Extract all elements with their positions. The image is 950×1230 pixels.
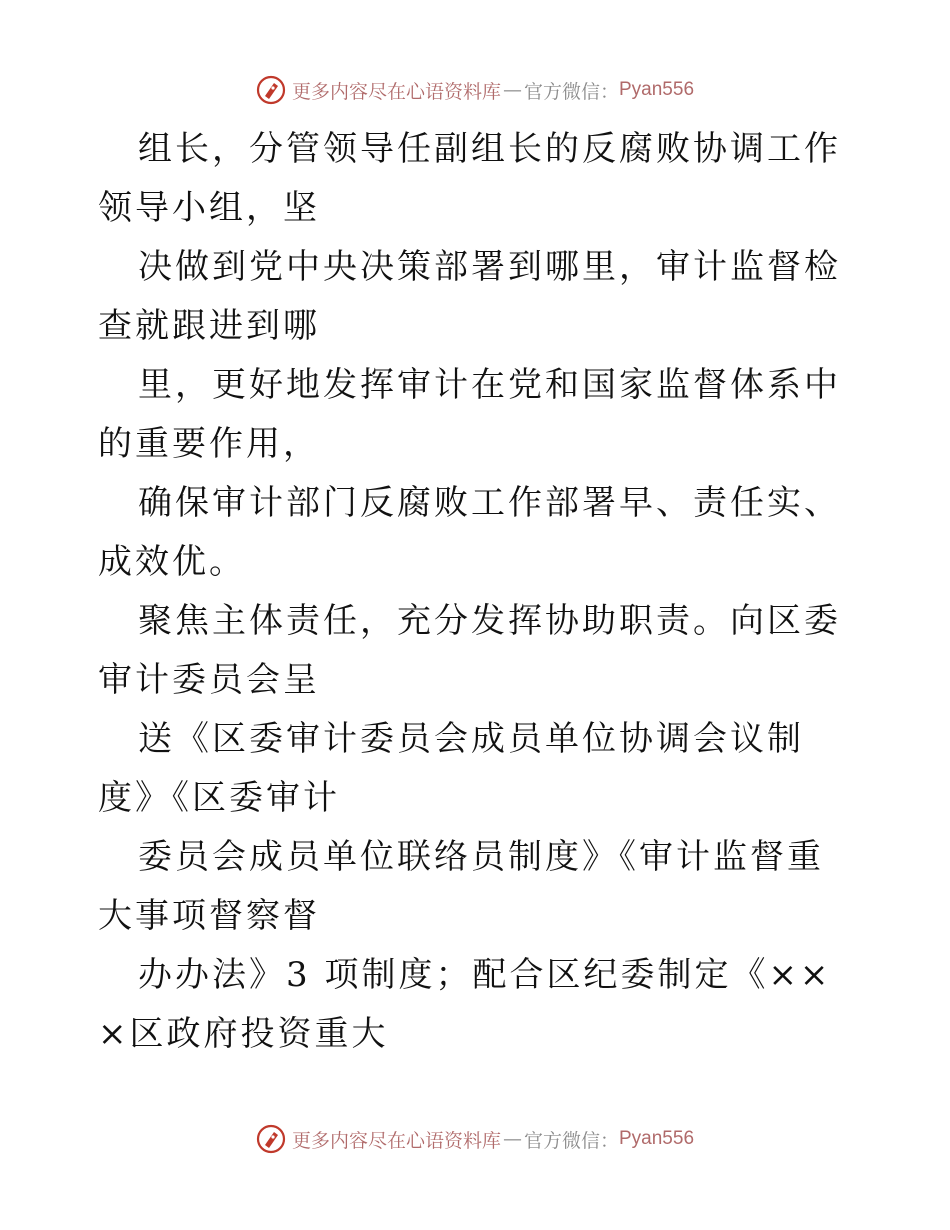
paragraph: 聚焦主体责任，充分发挥协助职责。向区委审计委员会呈 xyxy=(98,601,841,700)
paragraph: 委员会成员单位联络员制度》《审计监督重大事项督察督 xyxy=(98,837,824,936)
header-watermark xyxy=(0,72,950,108)
pen-nib-logo-icon xyxy=(256,75,286,105)
paragraph: 决做到党中央决策部署到哪里，审计监督检查就跟进到哪 xyxy=(98,247,841,346)
watermark-id: Pyan556 xyxy=(619,79,695,100)
watermark-label: 官方微信： xyxy=(523,1129,619,1152)
watermark-id: Pyan556 xyxy=(619,1128,695,1149)
paragraph: 办办法》3 项制度；配合区纪委制定《×××区政府投资重大 xyxy=(98,955,832,1054)
paragraph: 组长，分管领导任副组长的反腐败协调工作领导小组，坚 xyxy=(98,129,841,228)
paragraph: 确保审计部门反腐败工作部署早、责任实、成效优。 xyxy=(98,483,841,582)
paragraph: 送《区委审计委员会成员单位协调会议制度》《区委审计 xyxy=(98,719,804,818)
watermark-text: 更多内容尽在心语资料库 xyxy=(291,1129,501,1152)
watermark-text: 更多内容尽在心语资料库 xyxy=(291,80,501,103)
watermark-separator: — xyxy=(502,1128,522,1150)
document-body xyxy=(98,120,854,1064)
paragraph: 里，更好地发挥审计在党和国家监督体系中的重要作用， xyxy=(98,365,841,464)
pen-nib-logo-icon xyxy=(256,1124,286,1154)
watermark-separator: — xyxy=(502,79,522,101)
watermark-label: 官方微信： xyxy=(523,80,619,103)
footer-watermark xyxy=(0,1121,950,1157)
